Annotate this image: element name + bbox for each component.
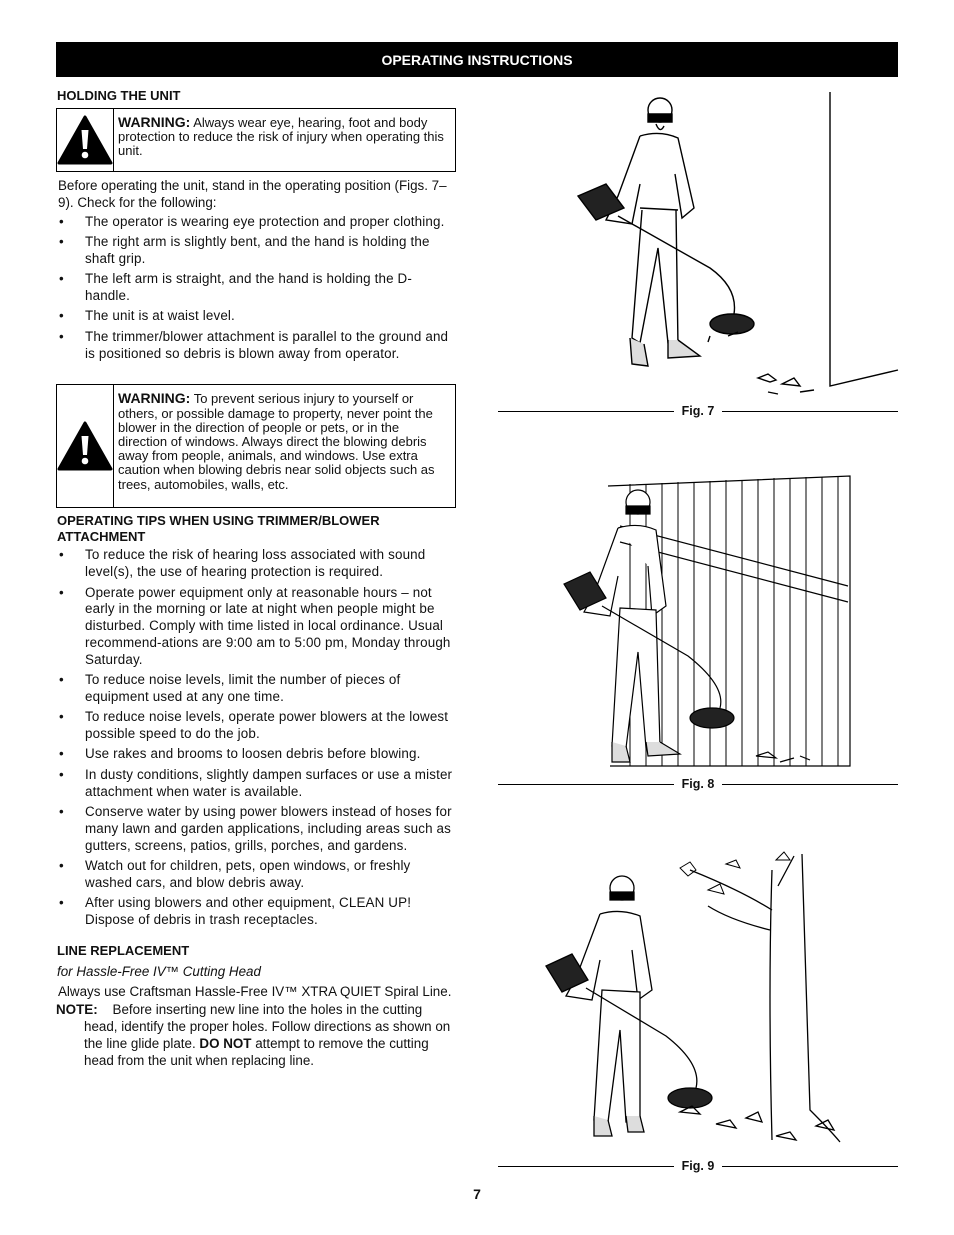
line-replacement-heading: LINE REPLACEMENT <box>57 942 190 958</box>
section-title: OPERATING INSTRUCTIONS <box>381 51 573 68</box>
holding-intro: Before operating the unit, stand in the operating position (Figs. 7–9). Check for the following: <box>58 178 447 210</box>
warning-body: Always wear eye, hearing, foot and body protection to reduce the risk of injury when operating this unit. <box>118 115 444 159</box>
list-item: • Watch out for children, pets, open windows, or freshly washed cars, and blow debris away. <box>56 858 456 892</box>
list-item: • Conserve water by using power blowers instead of hoses for many lawn and garden applications, including areas such as gutters, screens, patios, grills, porches, and gardens. <box>56 804 456 854</box>
note-text: Before inserting new line into the holes in the cutting head, identify the proper holes. Follow directions as shown on the line glide plate. <box>84 1002 451 1052</box>
caption-rule <box>722 411 898 412</box>
figure-7-caption <box>498 403 898 419</box>
list-item: • To reduce noise levels, limit the number of pieces of equipment used at any one time. <box>56 672 456 706</box>
section-header <box>56 42 898 77</box>
list-item: • To reduce the risk of hearing loss associated with sound level(s), the use of hearing protection is required. <box>56 547 456 581</box>
warning-label: WARNING: <box>118 114 191 130</box>
list-item: • Use rakes and brooms to loosen debris before blowing. <box>56 746 456 763</box>
list-item: • The unit is at waist level. <box>56 308 456 325</box>
note-text: attempt to remove the cutting head from the unit when replacing line. <box>84 1036 429 1068</box>
warning-box-2 <box>56 384 456 508</box>
figure-label: Fig. 7 <box>681 404 715 418</box>
left-column <box>56 88 456 1070</box>
figure-8-illustration <box>560 456 900 777</box>
tips-heading: OPERATING TIPS WHEN USING TRIMMER/BLOWER ATTACHMENT <box>57 513 380 545</box>
list-item: • Operate power equipment only at reasonable hours – not early in the morning or late at night when people might be disturbed. Comply with time listed in local ordinance. Usual recommend-ations are 9:00 am to 5:00 pm, Monday through Saturday. <box>56 585 456 669</box>
list-item: • The trimmer/blower attachment is parallel to the ground and is positioned so debris is blown away from operator. <box>56 329 456 363</box>
list-item: • The left arm is straight, and the hand is holding the D-handle. <box>56 271 456 305</box>
list-item: • In dusty conditions, slightly dampen surfaces or use a mister attachment when water is available. <box>56 767 456 801</box>
figure-7-illustration <box>560 88 900 411</box>
caption-rule <box>498 784 674 785</box>
figure-label: Fig. 8 <box>681 777 715 791</box>
list-item: • The operator is wearing eye protection and proper clothing. <box>56 214 456 231</box>
warning-text-2 <box>114 385 455 507</box>
holding-heading: HOLDING THE UNIT <box>57 88 181 103</box>
figure-8-caption <box>498 776 898 792</box>
warning-box-1 <box>56 108 456 172</box>
figure-9-illustration <box>540 850 870 1155</box>
warning-text-1 <box>114 109 455 171</box>
note-emphasis: DO NOT <box>199 1036 252 1052</box>
list-item: • After using blowers and other equipment, CLEAN UP! Dispose of debris in trash receptacles. <box>56 895 456 929</box>
list-item: • The right arm is slightly bent, and the hand is holding the shaft grip. <box>56 234 456 268</box>
warning-body: To prevent serious injury to yourself or others, or possible damage to property, never point the blower in the direction of people or pets, or in the direction of windows. Always direct the blowing debris away from people, animals, and windows. Use extra caution when blowing debris near solid objects such as trees, automobiles, walls, etc. <box>118 391 435 492</box>
figure-9-caption <box>498 1158 898 1174</box>
line-replacement-text: Always use Craftsman Hassle-Free IV™ XTRA QUIET Spiral Line. <box>58 983 452 999</box>
note-block <box>56 1002 456 1069</box>
caption-rule <box>722 1166 898 1167</box>
page-number: 7 <box>473 1186 481 1202</box>
caption-rule <box>498 411 674 412</box>
warning-triangle-icon <box>57 109 114 171</box>
tips-list <box>56 547 456 928</box>
warning-triangle-icon <box>57 385 114 507</box>
warning-label: WARNING: <box>118 390 191 407</box>
holding-checklist <box>56 214 456 363</box>
list-item: • To reduce noise levels, operate power blowers at the lowest possible speed to do the job. <box>56 709 456 743</box>
caption-rule <box>498 1166 674 1167</box>
caption-rule <box>722 784 898 785</box>
figure-label: Fig. 9 <box>681 1159 715 1173</box>
line-replacement-subheading: for Hassle-Free IV™ Cutting Head <box>57 963 261 979</box>
note-label: NOTE: <box>56 1002 98 1018</box>
